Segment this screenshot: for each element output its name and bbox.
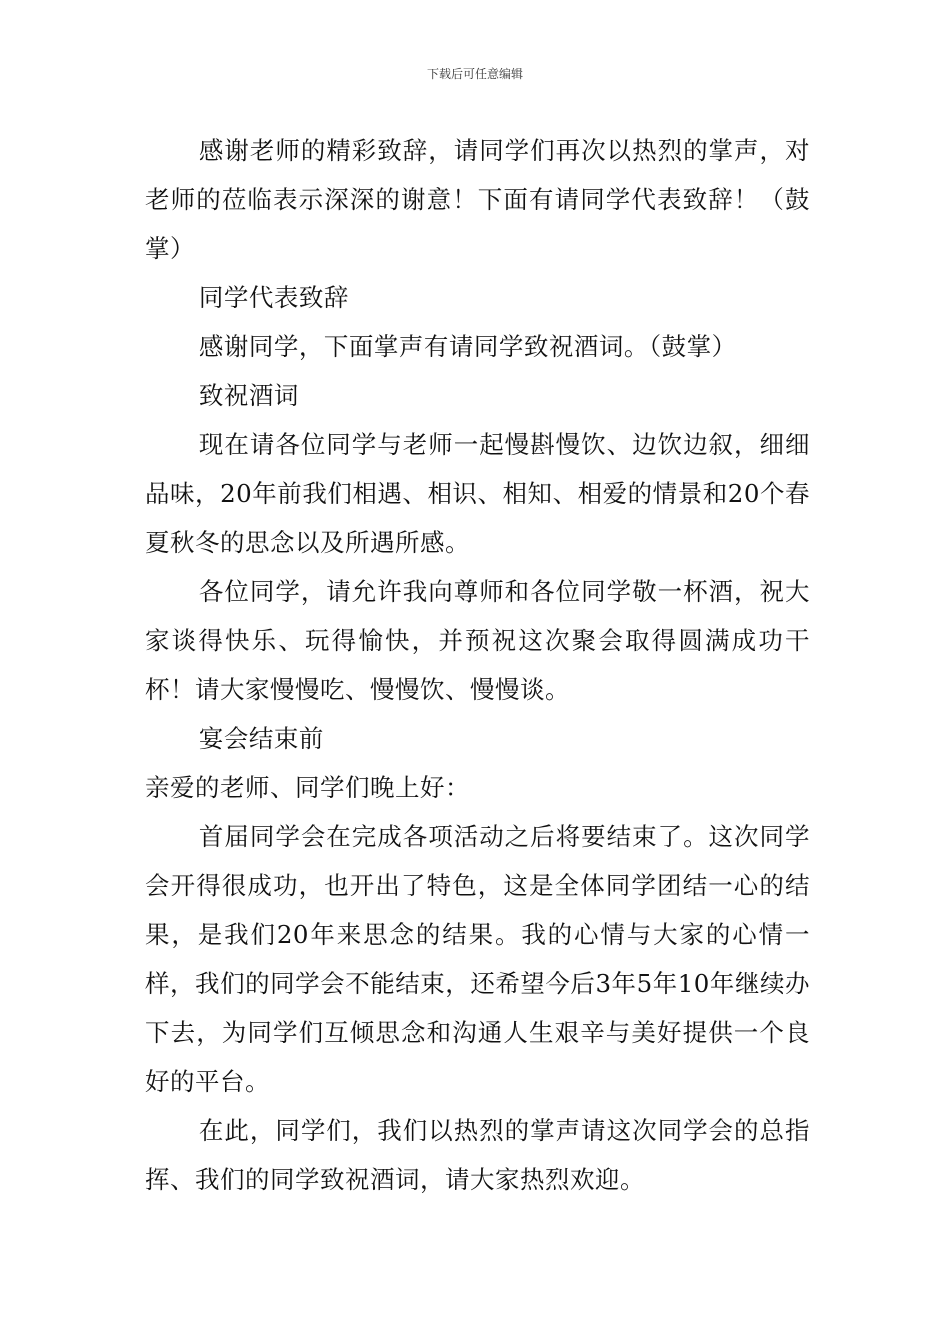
paragraph-toast: 各位同学，请允许我向尊师和各位同学敬一杯酒，祝大家谈得快乐、玩得愉快，并预祝这次聚会取得圆满成功干杯！请大家慢慢吃、慢慢饮、慢慢谈。 <box>145 577 810 704</box>
paragraph-final-invite: 在此，同学们，我们以热烈的掌声请这次同学会的总指挥、我们的同学致祝酒词，请大家热烈欢迎。 <box>145 1116 810 1194</box>
paragraph-invite-drink: 现在请各位同学与老师一起慢斟慢饮、边饮边叙，细细品味，20年前我们相遇、相识、相知、相爱的情景和20个春夏秋冬的思念以及所遇所感。 <box>145 430 810 557</box>
paragraph-before-end-heading: 宴会结束前 <box>198 724 324 753</box>
document-body <box>145 126 810 1204</box>
paragraph-student-speech-heading: 同学代表致辞 <box>198 283 349 312</box>
paragraph-thanks-teacher: 感谢老师的精彩致辞，请同学们再次以热烈的掌声，对老师的莅临表示深深的谢意！下面有请同学代表致辞！（鼓掌） <box>145 136 810 263</box>
paragraph-toast-heading: 致祝酒词 <box>198 381 299 410</box>
paragraph-thanks-student: 感谢同学，下面掌声有请同学致祝酒词。（鼓掌） <box>198 332 737 361</box>
paragraph-closing-remarks: 首届同学会在完成各项活动之后将要结束了。这次同学会开得很成功，也开出了特色，这是全体同学团结一心的结果，是我们20年来思念的结果。我的心情与大家的心情一样，我们的同学会不能结束，还希望今后3年5年10年继续办下去，为同学们互倾思念和沟通人生艰辛与美好提供一个良好的平台。 <box>145 822 810 1096</box>
header-note: 下载后可任意编辑 <box>426 67 523 81</box>
paragraph-greeting: 亲爱的老师、同学们晚上好： <box>145 773 470 802</box>
